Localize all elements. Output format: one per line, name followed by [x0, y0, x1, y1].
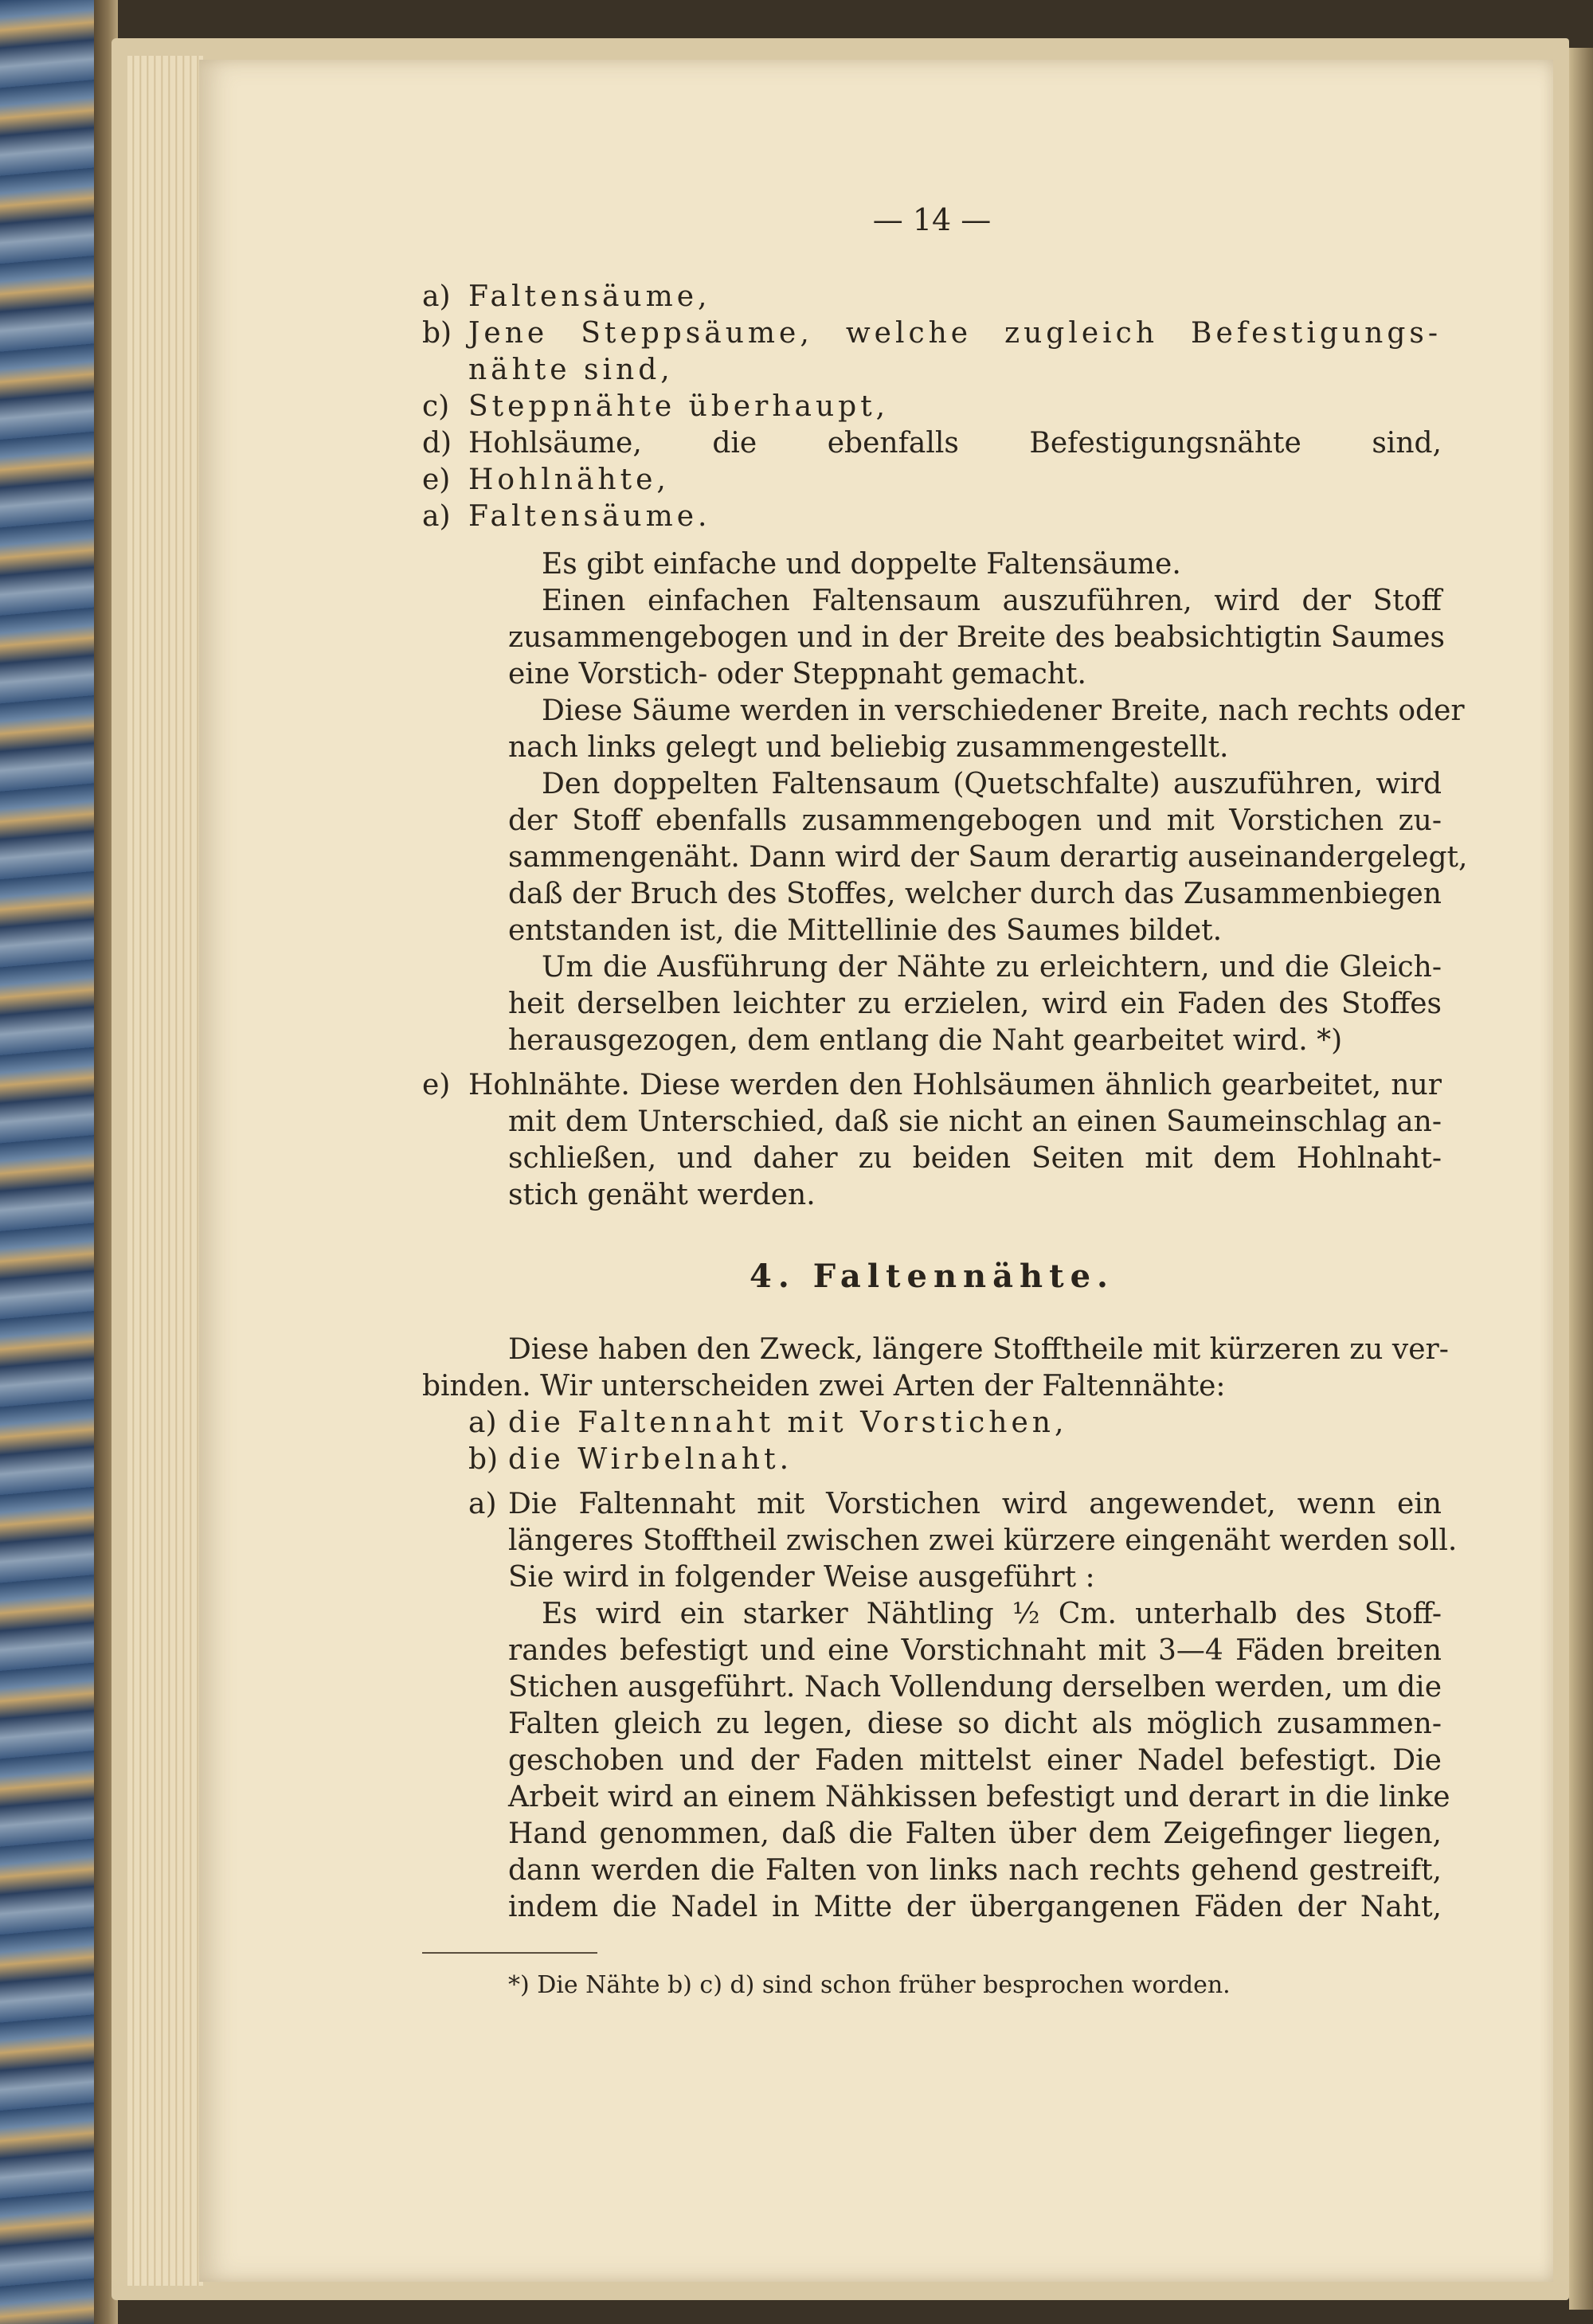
text-line: Diese Säume werden in verschiedener Breite, nach rechts oder: [542, 694, 1465, 727]
right-page-edge: [1569, 48, 1593, 2310]
text-line: a) Die Faltennaht mit Vorstichen wird angewendet, wenn ein: [468, 1488, 1442, 1520]
text-line: Einen einfachen Faltensaum auszuführen, wird der Stoff: [542, 585, 1442, 617]
section-heading: 4. Faltennähte.: [750, 1258, 1114, 1295]
text-line: mit dem Unterschied, daß sie nicht an einen Saumeinschlag an-: [508, 1105, 1442, 1138]
text-line: Falten gleich zu legen, diese so dicht als möglich zusammen-: [508, 1708, 1442, 1740]
text-line: heit derselben leichter zu erzielen, wird ein Faden des Stoffes: [508, 988, 1442, 1020]
text-line: Diese haben den Zweck, längere Stofftheile mit kürzeren zu ver-: [508, 1333, 1449, 1366]
text-line: Um die Ausführung der Nähte zu erleichtern, und die Gleich-: [542, 951, 1442, 984]
footnote-rule: [422, 1952, 597, 1954]
text-line: sammengenäht. Dann wird der Saum derartig auseinandergelegt,: [508, 841, 1468, 874]
text-line: längeres Stofftheil zwischen zwei kürzere eingenäht werden soll.: [508, 1524, 1458, 1557]
footnote: *) Die Nähte b) c) d) sind schon früher besprochen worden.: [508, 1971, 1231, 1999]
page-edges: [127, 56, 203, 2286]
list-item: b) die Wirbelnaht.: [468, 1443, 793, 1476]
text-line: e) Hohlnähte. Diese werden den Hohlsäumen ähnlich gearbeitet, nur: [422, 1069, 1442, 1101]
text-line: indem die Nadel in Mitte der übergangenen Fäden der Naht,: [508, 1891, 1442, 1923]
text-line: entstanden ist, die Mittellinie des Saumes bildet.: [508, 914, 1223, 947]
list-item: a) die Faltennaht mit Vorstichen,: [468, 1407, 1068, 1439]
text-line: Arbeit wird an einem Nähkissen befestigt und derart in die linke: [508, 1781, 1450, 1813]
text-line: nach links gelegt und beliebig zusammengestellt.: [508, 731, 1229, 764]
text-line: Den doppelten Faltensaum (Quetschfalte) auszuführen, wird: [542, 768, 1442, 800]
text-line: herausgezogen, dem entlang die Naht gearbeitet wird. *): [508, 1024, 1343, 1057]
list-item: d) Hohlsäume, die ebenfalls Befestigungsnähte sind,: [422, 427, 1442, 460]
page-number: — 14 —: [872, 202, 992, 237]
list-item: c) Steppnähte überhaupt,: [422, 390, 890, 423]
text-line: Hand genommen, daß die Falten über dem Zeigefinger liegen,: [508, 1817, 1442, 1850]
list-item: b) Jene Steppsäume, welche zugleich Befestigungs-: [422, 317, 1442, 350]
text-line: binden. Wir unterscheiden zwei Arten der Faltennähte:: [422, 1370, 1226, 1403]
text-line: Es gibt einfache und doppelte Faltensäume.: [542, 548, 1181, 581]
text-line: schließen, und daher zu beiden Seiten mit dem Hohlnaht-: [508, 1142, 1442, 1175]
text-line: eine Vorstich- oder Steppnaht gemacht.: [508, 658, 1086, 691]
list-item: nähte sind,: [468, 354, 674, 386]
text-line: geschoben und der Faden mittelst einer Nadel befestigt. Die: [508, 1744, 1442, 1777]
text-line: Stichen ausgeführt. Nach Vollendung derselben werden, um die: [508, 1671, 1442, 1704]
text-line: der Stoff ebenfalls zusammengebogen und mit Vorstichen zu-: [508, 804, 1442, 837]
list-item: a) Faltensäume.: [422, 500, 711, 533]
text-line: zusammengebogen und in der Breite des beabsichtigtin Saumes: [508, 621, 1445, 654]
text-line: randes befestigt und eine Vorstichnaht mit 3—4 Fäden breiten: [508, 1634, 1442, 1667]
text-line: daß der Bruch des Stoffes, welcher durch das Zusammenbiegen: [508, 878, 1442, 910]
text-line: Es wird ein starker Nähtling ½ Cm. unterhalb des Stoff-: [542, 1598, 1442, 1630]
list-item: a) Faltensäume,: [422, 280, 711, 313]
list-item: e) Hohlnähte,: [422, 464, 670, 496]
text-line: stich genäht werden.: [508, 1179, 816, 1211]
text-line: dann werden die Falten von links nach rechts gehend gestreift,: [508, 1854, 1442, 1887]
text-line: Sie wird in folgender Weise ausgeführt :: [508, 1561, 1095, 1594]
